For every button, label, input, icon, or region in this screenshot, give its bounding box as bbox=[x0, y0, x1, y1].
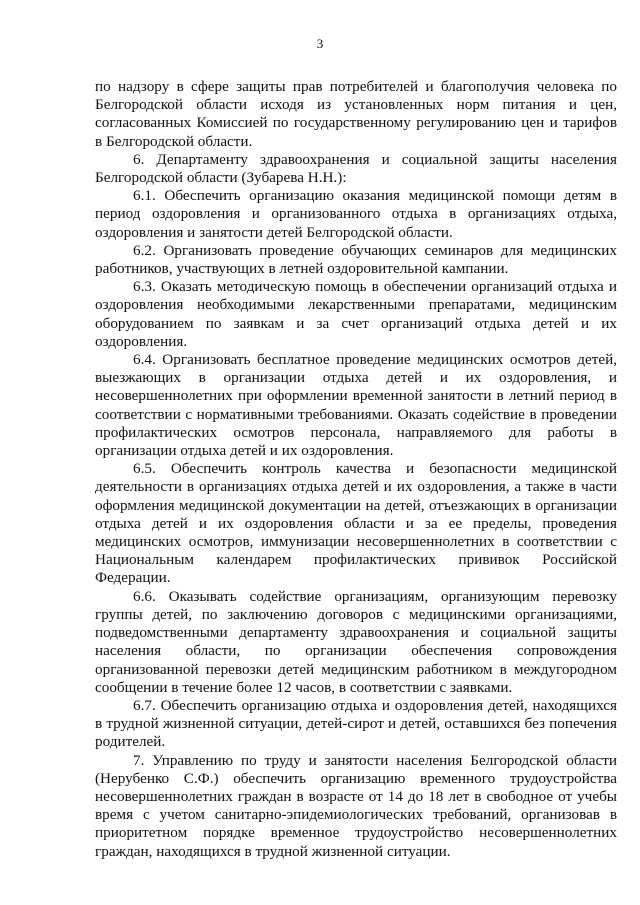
paragraph-item-6: 6. Департаменту здравоохранения и социальной защиты населения Белгородской области (Зубарева Н.Н.): bbox=[95, 150, 617, 187]
paragraph-item-6-6: 6.6. Оказывать содействие организациям, организующим перевозку группы детей, по заключению договоров с медицинскими организациями, подведомственными департаменту здравоохранения и социальной защиты населения области, по организации обеспечения сопровождения организованной перевозки детей медицинским работником в междугородном сообщении в течение более 12 часов, в соответствии с заявками. bbox=[95, 587, 617, 696]
paragraph-item-6-3: 6.3. Оказать методическую помощь в обеспечении организаций отдыха и оздоровления необходимыми лекарственными препаратами, медицинским оборудованием по заявкам и за счет организаций отдыха детей и их оздоровления. bbox=[95, 278, 617, 350]
page-number: 3 bbox=[316, 36, 324, 51]
document-body bbox=[95, 78, 617, 861]
paragraph-item-6-4: 6.4. Организовать бесплатное проведение медицинских осмотров детей, выезжающих в организации отдыха детей и их оздоровления, и несовершеннолетних при оформлении временной занятости в летний период в соответствии с нормативными требованиями. Оказать содействие в проведении профилактических осмотров персонала, направляемого для работы в организации отдыха детей и их оздоровления. bbox=[95, 351, 617, 460]
paragraph-item-6-5: 6.5. Обеспечить контроль качества и безопасности медицинской деятельности в организациях отдыха детей и их оздоровления, а также в части оформления медицинской документации на детей, отъезжающих в организации отдыха детей и их оздоровления области и за ее пределы, проведения медицинских осмотров, иммунизации несовершеннолетних в соответствии с Национальным календарем профилактических прививок Российской Федерации. bbox=[95, 460, 617, 587]
paragraph-item-6-7: 6.7. Обеспечить организацию отдыха и оздоровления детей, находящихся в трудной жизненной ситуации, детей-сирот и детей, оставшихся без попечения родителей. bbox=[95, 696, 617, 751]
paragraph-continuation: по надзору в сфере защиты прав потребителей и благополучия человека по Белгородской области исходя из установленных норм питания и цен, согласованных Комиссией по государственному регулированию цен и тарифов в Белгородской области. bbox=[95, 78, 617, 150]
paragraph-item-6-1: 6.1. Обеспечить организацию оказания медицинской помощи детям в период оздоровления и организованного отдыха в организациях отдыха, оздоровления и занятости детей Белгородской области. bbox=[95, 187, 617, 241]
paragraph-item-7: 7. Управлению по труду и занятости населения Белгородской области (Нерубенко С.Ф.) обеспечить организацию временного трудоустройства несовершеннолетних граждан в возрасте от 14 до 18 лет в свободное от учебы время с учетом санитарно-эпидемиологических требований, организовав в приоритетном порядке временное трудоустройство несовершеннолетних граждан, находящихся в трудной жизненной ситуации. bbox=[95, 751, 617, 860]
paragraph-item-6-2: 6.2. Организовать проведение обучающих семинаров для медицинских работников, участвующих в летней оздоровительной кампании. bbox=[95, 241, 617, 278]
